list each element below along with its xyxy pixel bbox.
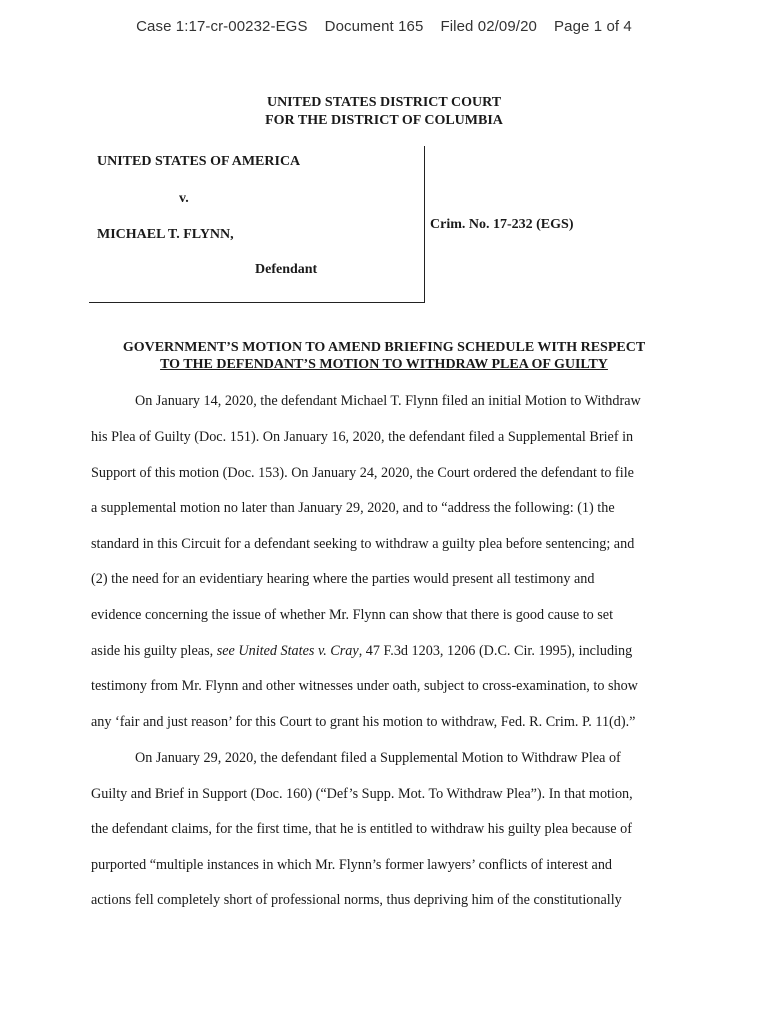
case-header xyxy=(0,18,768,35)
citation-line xyxy=(91,643,632,660)
case-number-stamp: Case 1:17-cr-00232-EGS xyxy=(136,18,308,35)
defendant-name: MICHAEL T. FLYNN, xyxy=(97,227,234,242)
body-line: a supplemental motion no later than January 29, 2020, and to “address the following: (1) the xyxy=(91,500,615,516)
defendant-label: Defendant xyxy=(255,262,318,277)
body-line: his Plea of Guilty (Doc. 151). On January 16, 2020, the defendant filed a Supplemental Brief in xyxy=(91,429,634,445)
court-name-line2: FOR THE DISTRICT OF COLUMBIA xyxy=(265,113,503,128)
body-line: Support of this motion (Doc. 153). On January 24, 2020, the Court ordered the defendant to file xyxy=(91,465,634,481)
motion-title-line1: GOVERNMENT’S MOTION TO AMEND BRIEFING SCHEDULE WITH RESPECT xyxy=(122,340,646,355)
body-line: actions fell completely short of professional norms, thus depriving him of the constitutionally xyxy=(91,892,622,908)
court-name-line1: UNITED STATES DISTRICT COURT xyxy=(266,95,502,110)
plaintiff-name: UNITED STATES OF AMERICA xyxy=(97,154,301,169)
caption-divider-vertical xyxy=(424,146,425,303)
criminal-case-number: Crim. No. 17-232 (EGS) xyxy=(430,217,574,232)
body-line: (2) the need for an evidentiary hearing where the parties would present all testimony and xyxy=(91,571,595,587)
body-line: On January 29, 2020, the defendant filed a Supplemental Motion to Withdraw Plea of xyxy=(135,750,621,766)
motion-title-line2-text: TO THE DEFENDANT’S MOTION TO WITHDRAW PLEA OF GUILTY xyxy=(160,357,608,372)
caption-divider-horizontal xyxy=(89,302,425,303)
document-number-stamp: Document 165 xyxy=(324,18,424,35)
body-line: testimony from Mr. Flynn and other witnesses under oath, subject to cross-examination, to show xyxy=(91,678,638,694)
filed-date-stamp: Filed 02/09/20 xyxy=(440,18,537,35)
citation-before: aside his guilty pleas, xyxy=(91,643,217,659)
body-line: any ‘fair and just reason’ for this Court to grant his motion to withdraw, Fed. R. Crim. P. 11(d).” xyxy=(91,714,636,730)
citation-after: , 47 F.3d 1203, 1206 (D.C. Cir. 1995), including xyxy=(358,643,633,659)
body-line: Guilty and Brief in Support (Doc. 160) (“Def’s Supp. Mot. To Withdraw Plea”). In that motion, xyxy=(91,786,633,802)
motion-title-line2 xyxy=(0,357,768,373)
body-line: standard in this Circuit for a defendant seeking to withdraw a guilty plea before sentencing; and xyxy=(91,536,635,552)
body-line: the defendant claims, for the first time, that he is entitled to withdraw his guilty plea because of xyxy=(91,821,632,837)
body-line: purported “multiple instances in which Mr. Flynn’s former lawyers’ conflicts of interest and xyxy=(91,857,613,873)
body-line: On January 14, 2020, the defendant Michael T. Flynn filed an initial Motion to Withdraw xyxy=(135,393,641,409)
body-line: evidence concerning the issue of whether Mr. Flynn can show that there is good cause to set xyxy=(91,607,614,623)
case-citation: see United States v. Cray xyxy=(216,643,359,659)
versus-label: v. xyxy=(179,191,189,206)
page-indicator: Page 1 of 4 xyxy=(554,18,632,35)
